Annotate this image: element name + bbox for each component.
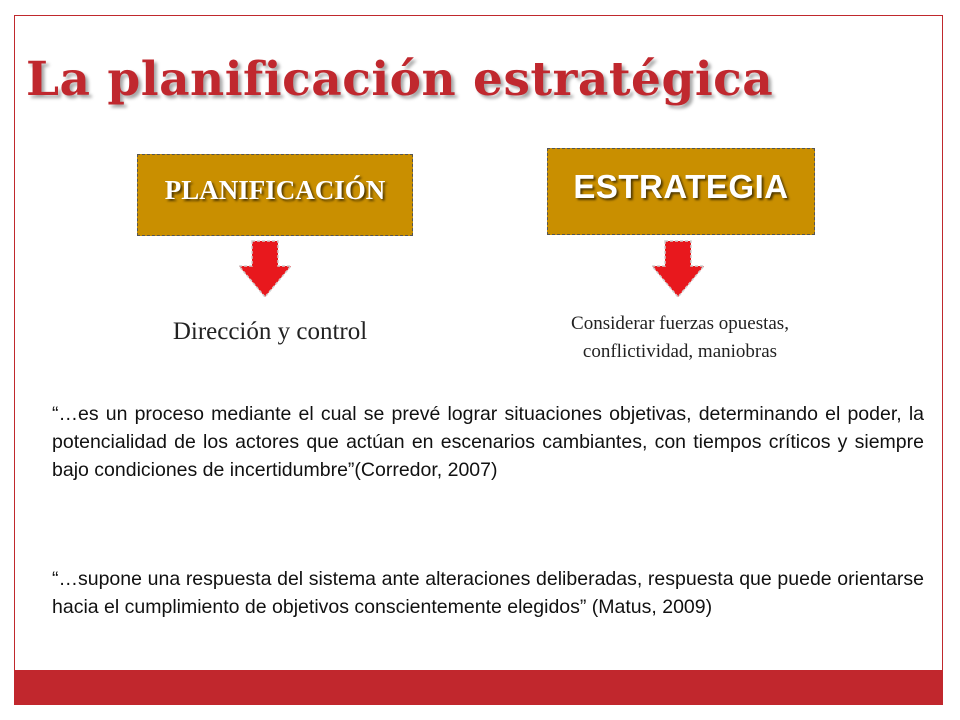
estrategia-label: ESTRATEGIA: [573, 167, 789, 205]
estrategia-box: [547, 148, 815, 235]
planificacion-box: [137, 154, 413, 236]
estrategia-result: [510, 310, 850, 366]
estrategia-result-line: conflictividad, maniobras: [582, 341, 778, 362]
arrow-down-icon: [238, 240, 292, 298]
planificacion-label: PLANIFICACIÓN: [164, 174, 386, 205]
quote-matus: “…supone una respuesta del sistema ante alteraciones deliberadas, respuesta que puede orientarse hacia el cumplimiento de objetivos conscientemente elegidos” (Matus, 2009): [52, 568, 924, 618]
planificacion-result: Dirección y control: [172, 318, 368, 345]
estrategia-result-line: Considerar fuerzas opuestas,: [571, 313, 789, 334]
quote-corredor: “…es un proceso mediante el cual se prevé lograr situaciones objetivas, determinando el poder, la potencialidad de los actores que actúan en escenarios cambiantes, con tiempos críticos y siempre bajo condiciones de incertidumbre”(Corredor, 2007): [52, 403, 924, 481]
arrow-down-icon: [651, 240, 705, 298]
footer-bar: [14, 670, 943, 705]
slide-title: La planificación estratégica: [26, 52, 774, 107]
